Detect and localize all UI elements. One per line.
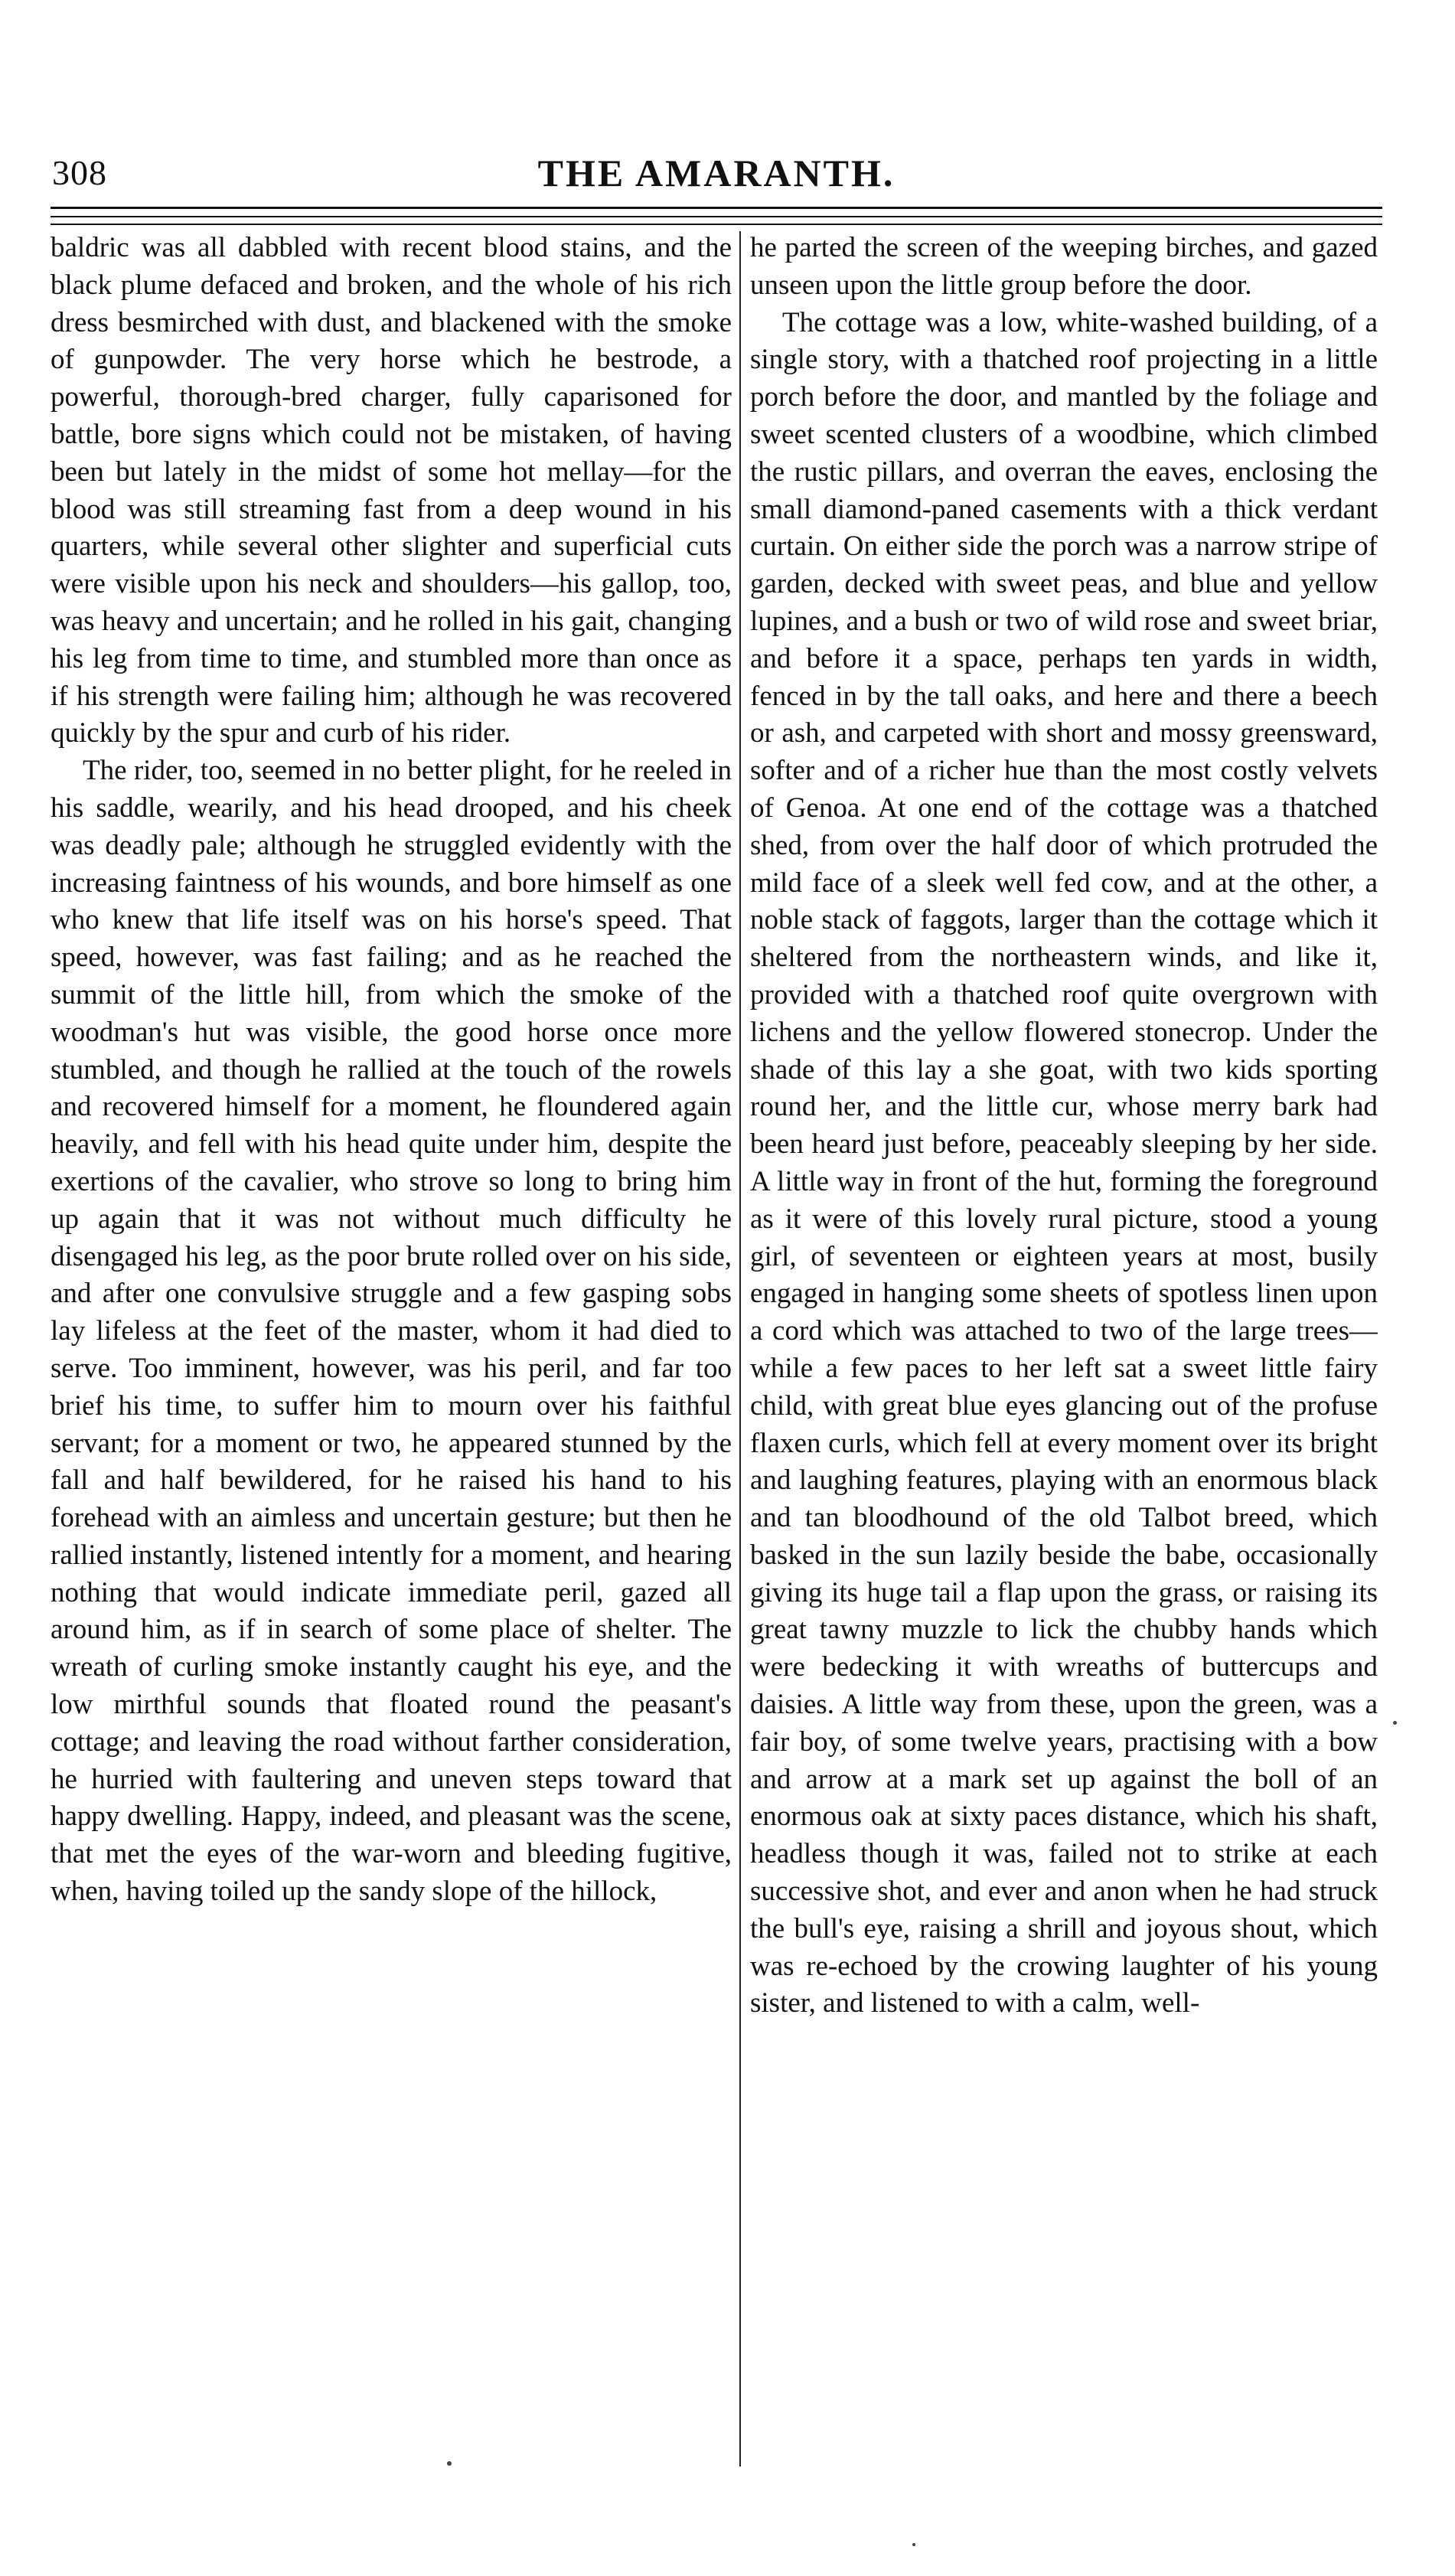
right-paragraph-2: The cottage was a low, white-washed building, of a single story, with a thatched roof projecting in a little porch before the door, and mantled by the foliage and sweet scented clusters of a woodbine, which climbed the rustic pillars, and overran the eaves, enclosing the small diamond-paned casements with a thick verdant curtain. On either side the porch was a narrow stripe of garden, decked with sweet peas, and blue and yellow lupines, and a bush or two of wild rose and sweet briar, and before it a space, perhaps ten yards in width, fenced in by the tall oaks, and here and there a beech or ash, and carpeted with short and mossy greensward, softer and of a richer hue than the most costly velvets of Genoa. At one end of the cottage was a thatched shed, from over the half door of which protruded the mild face of a sleek well fed cow, and at the other, a noble stack of faggots, larger than the cottage which it sheltered from the northeastern winds, and like it, provided with a thatched roof quite overgrown with lichens and the yellow flowered stonecrop. Under the shade of this lay a she goat, with two kids sporting round her, and the little cur, whose merry bark had been heard just before, peaceably sleeping by her side. A little way in front of the hut, forming the foreground as it were of this lovely rural picture, stood a young girl, of seventeen or eighteen years at most, busily engaged in hanging some sheets of spotless linen upon a cord which was attached to two of the large trees—while a few paces to her left sat a sweet little fairy child, with great blue eyes glancing out of the profuse flaxen curls, which fell at every moment over its bright and laughing features, playing with an enormous black and tan bloodhound of the old Talbot breed, which basked in the sun lazily beside the babe, occasionally giving its huge tail a flap upon the grass, or raising its great tawny muzzle to lick the chubby hands which were bedecking it with wreaths of buttercups and daisies. A little way from these, upon the green, was a fair boy, of some twelve years, practising with a bow and arrow at a mark set up against the boll of an enormous oak at sixty paces distance, which his shaft, headless though it was, failed not to strike at each successive shot, and ever and anon when he had struck the bull's eye, raising a shrill and joyous shout, which was re-echoed by the crowing laughter of his young sister, and listened to with a calm, well- bbox=[750, 306, 1378, 2019]
page-header bbox=[52, 150, 1381, 211]
header-rule-thin bbox=[51, 216, 1382, 217]
page-number: 308 bbox=[52, 153, 107, 192]
running-title: THE AMARANTH. bbox=[537, 152, 896, 194]
right-paragraph-1: he parted the screen of the weeping birches, and gazed unseen upon the little group before the door. bbox=[750, 232, 1378, 301]
right-column bbox=[750, 230, 1378, 2496]
ink-speck bbox=[912, 2543, 915, 2546]
ink-speck bbox=[1393, 1721, 1397, 1725]
ink-speck bbox=[447, 2461, 452, 2466]
column-divider bbox=[739, 231, 741, 2467]
left-paragraph-1: baldric was all dabbled with recent blood stains, and the black plume defaced and broken, and the whole of his rich dress besmirched with dust, and blackened with the smoke of gunpowder. The very horse which he bestrode, a powerful, thorough-bred charger, fully caparisoned for battle, bore signs which could not be mistaken, of having been but lately in the midst of some hot mellay—for the blood was still streaming fast from a deep wound in his quarters, while several other slighter and superficial cuts were visible upon his neck and shoulders—his gallop, too, was heavy and uncertain; and he rolled in his gait, changing his leg from time to time, and stumbled more than once as if his strength were failing him; although he was recovered quickly by the spur and curb of his rider. bbox=[51, 232, 732, 749]
header-rule-thick bbox=[51, 207, 1382, 209]
header-rule-thin-lower bbox=[51, 224, 1382, 225]
left-paragraph-2: The rider, too, seemed in no better plight, for he reeled in his saddle, wearily, and his head drooped, and his cheek was deadly pale; although he struggled evidently with the increasing faintness of his wounds, and bore himself as one who knew that life itself was on his horse's speed. That speed, however, was fast failing; and as he reached the summit of the little hill, from which the smoke of the woodman's hut was visible, the good horse once more stumbled, and though he rallied at the touch of the rowels and recovered himself for a moment, he floundered again heavily, and fell with his head quite under him, despite the exertions of the cavalier, who strove so long to bring him up again that it was not without much difficulty he disengaged his leg, as the poor brute rolled over on his side, and after one convulsive struggle and a few gasping sobs lay lifeless at the feet of the master, whom it had died to serve. Too imminent, however, was his peril, and far too brief his time, to suffer him to mourn over his faithful servant; for a moment or two, he appeared stunned by the fall and half bewildered, for he raised his hand to his forehead with an aimless and uncertain gesture; but then he rallied instantly, listened intently for a moment, and hearing nothing that would indicate immediate peril, gazed all around him, as if in search of some place of shelter. The wreath of curling smoke instantly caught his eye, and the low mirthful sounds that floated round the peasant's cottage; and leaving the road without farther consideration, he hurried with faultering and uneven steps toward that happy dwelling. Happy, indeed, and pleasant was the scene, that met the eyes of the war-worn and bleeding fugitive, when, having toiled up the sandy slope of the hillock, bbox=[51, 755, 732, 1908]
left-column bbox=[51, 230, 732, 2496]
